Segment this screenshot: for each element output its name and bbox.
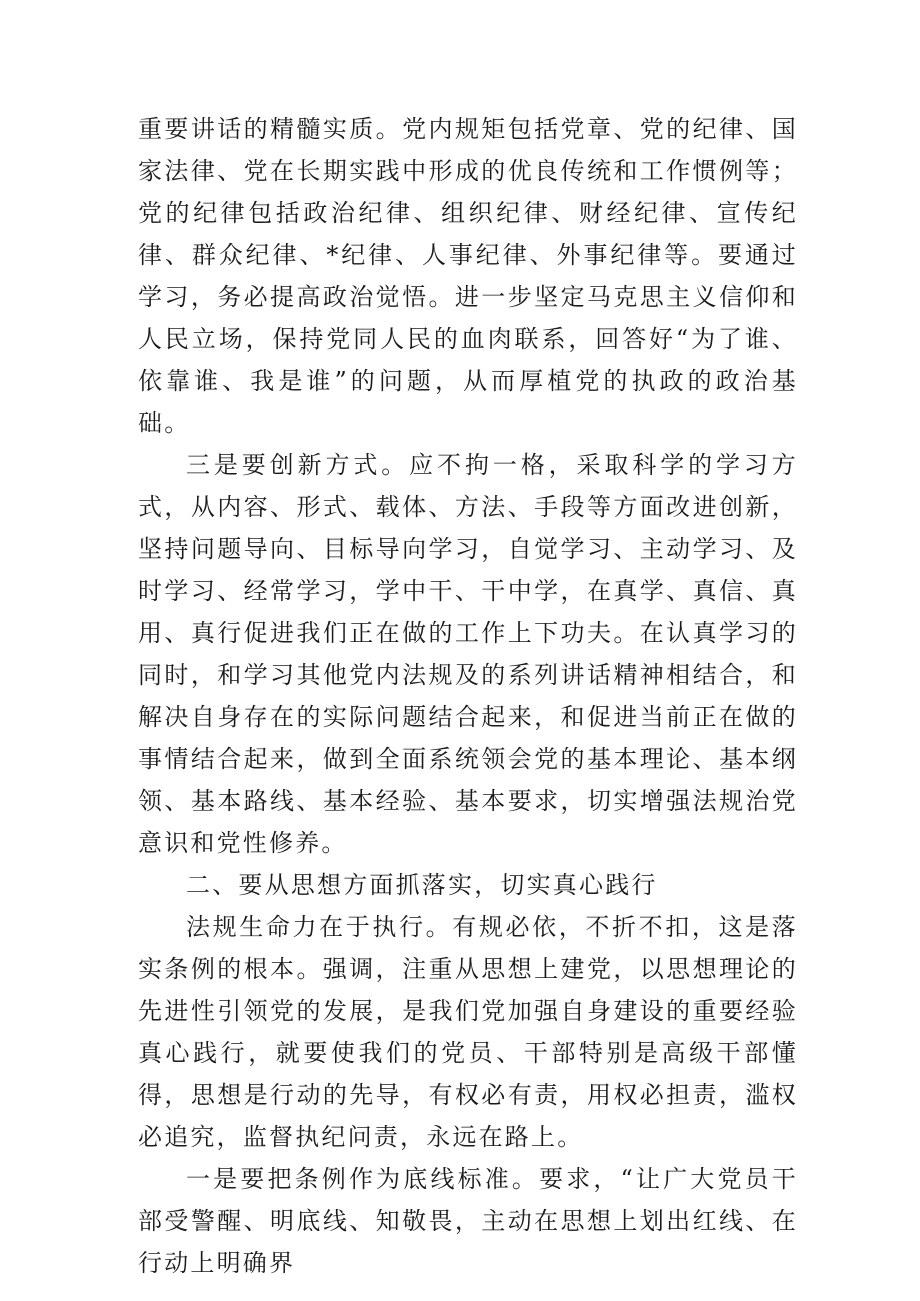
section-heading: 二、要从思想方面抓落实，切实真心践行 <box>186 871 658 899</box>
body-paragraph-execution: 法规生命力在于执行。有规必依，不折不扣，这是落实条例的根本。强调，注重从思想上建党，以思想理论的先进性引领党的发展，是我们党加强自身建设的重要经验真心践行，就要使我们的党员、干部特别是高级干部懂得，思想是行动的先导，有权必有责，用权必担责，滥权必追究，监督执纪问责，永远在路上。 <box>138 913 798 1151</box>
body-paragraph-innovation: 三是要创新方式。应不拘一格，采取科学的学习方式，从内容、形式、载体、方法、手段等方面改进创新，坚持问题导向、目标导向学习，自觉学习、主动学习、及时学习、经常学习，学中干、干中学，在真学、真信、真用、真行促进我们正在做的工作上下功夫。在认真学习的同时，和学习其他党内法规及的系列讲话精神相结合，和解决自身存在的实际问题结合起来，和促进当前正在做的事情结合起来，做到全面系统领会党的基本理论、基本纲领、基本路线、基本经验、基本要求，切实增强法规治党意识和党性修养。 <box>138 451 798 857</box>
body-paragraph: 重要讲话的精髓实质。党内规矩包括党章、党的纪律、国家法律、党在长期实践中形成的优良传统和工作惯例等；党的纪律包括政治纪律、组织纪律、财经纪律、宣传纪律、群众纪律、*纪律、人事纪律、外事纪律等。要通过学习，务必提高政治觉悟。进一步坚定马克思主义信仰和人民立场，保持党同人民的血肉联系，回答好“为了谁、依靠谁、我是谁”的问题，从而厚植党的执政的政治基础。 <box>138 115 798 437</box>
body-paragraph-bottom-line: 一是要把条例作为底线标准。要求，“让广大党员干部受警醒、明底线、知敬畏，主动在思想上划出红线、在行动上明确界 <box>138 1165 798 1277</box>
document-page <box>138 108 798 1284</box>
